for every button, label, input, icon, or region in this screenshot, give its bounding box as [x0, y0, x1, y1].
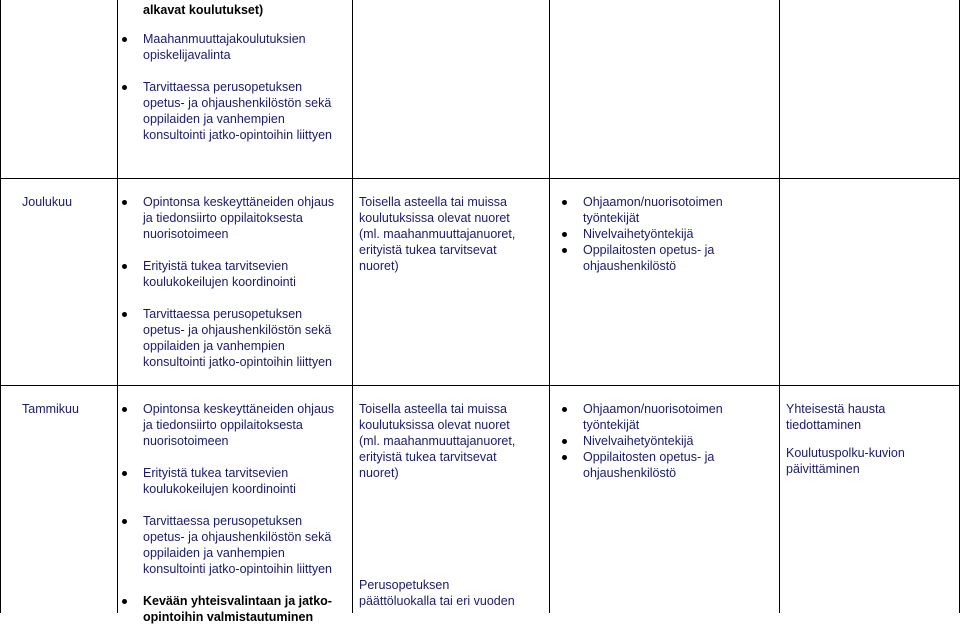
- row0-partial-item: alkavat koulutukset): [143, 3, 264, 17]
- list-item: Tarvittaessa perusopetuksen opetus- ja ohjaushenkilöstön sekä oppilaiden ja vanhempien konsultointi jatko-opintoihin liittyen: [119, 79, 344, 143]
- row1-month: Joulukuu: [22, 195, 73, 209]
- table-divider-col2: [352, 0, 353, 613]
- row2-note-2: Koulutuspolku-kuvion päivittäminen: [786, 446, 905, 476]
- row-divider-1: [0, 178, 960, 179]
- list-item: Oppilaitosten opetus- ja ohjaushenkilöstö: [559, 242, 749, 274]
- row2-note-1: Yhteisestä hausta tiedottaminen: [786, 402, 886, 432]
- list-item: Kevään yhteisvalintaan ja jatko-opintoihin valmistautuminen: [119, 593, 344, 625]
- list-item: Ohjaamon/nuorisotoimen työntekijät: [559, 194, 749, 226]
- list-item: Erityistä tukea tarvitsevien koulukokeilujen koordinointi: [119, 258, 344, 290]
- list-item: Opintonsa keskeyttäneiden ohjaus ja tiedonsiirto oppilaitoksesta nuorisotoimeen: [119, 401, 344, 449]
- list-item: Maahanmuuttajakoulutuksien opiskelijavalinta: [119, 31, 344, 63]
- row1-responsible-list: [559, 194, 749, 274]
- table-divider-col3: [549, 0, 550, 613]
- row2-responsible-list: [559, 401, 749, 481]
- list-item: Ohjaamon/nuorisotoimen työntekijät: [559, 401, 749, 433]
- list-item: Nivelvaihetyöntekijä: [559, 226, 749, 242]
- list-item: Oppilaitosten opetus- ja ohjaushenkilöstö: [559, 449, 749, 481]
- row2-actions-list: [119, 401, 344, 625]
- row0-actions-list: [119, 31, 344, 143]
- row2-target: Toisella asteella tai muissa koulutuksissa olevat nuoret (ml. maahanmuuttajanuoret, erityistä tukea tarvitsevat nuoret): [359, 402, 516, 480]
- row2-month: Tammikuu: [22, 402, 79, 416]
- table-divider-col4: [779, 0, 780, 613]
- row1-target: Toisella asteella tai muissa koulutuksissa olevat nuoret (ml. maahanmuuttajanuoret, erityistä tukea tarvitsevat nuoret): [359, 195, 516, 273]
- table-divider-col1: [117, 0, 118, 613]
- list-item: Tarvittaessa perusopetuksen opetus- ja ohjaushenkilöstön sekä oppilaiden ja vanhempien konsultointi jatko-opintoihin liittyen: [119, 513, 344, 577]
- row2-target-secondary: Perusopetuksen päättöluokalla tai eri vuoden: [359, 578, 515, 608]
- row1-actions-list: [119, 194, 344, 370]
- table-border-left: [0, 0, 1, 613]
- list-item: Opintonsa keskeyttäneiden ohjaus ja tiedonsiirto oppilaitoksesta nuorisotoimeen: [119, 194, 344, 242]
- list-item: Nivelvaihetyöntekijä: [559, 433, 749, 449]
- list-item: Tarvittaessa perusopetuksen opetus- ja ohjaushenkilöstön sekä oppilaiden ja vanhempien konsultointi jatko-opintoihin liittyen: [119, 306, 344, 370]
- row-divider-2: [0, 385, 960, 386]
- list-item: Erityistä tukea tarvitsevien koulukokeilujen koordinointi: [119, 465, 344, 497]
